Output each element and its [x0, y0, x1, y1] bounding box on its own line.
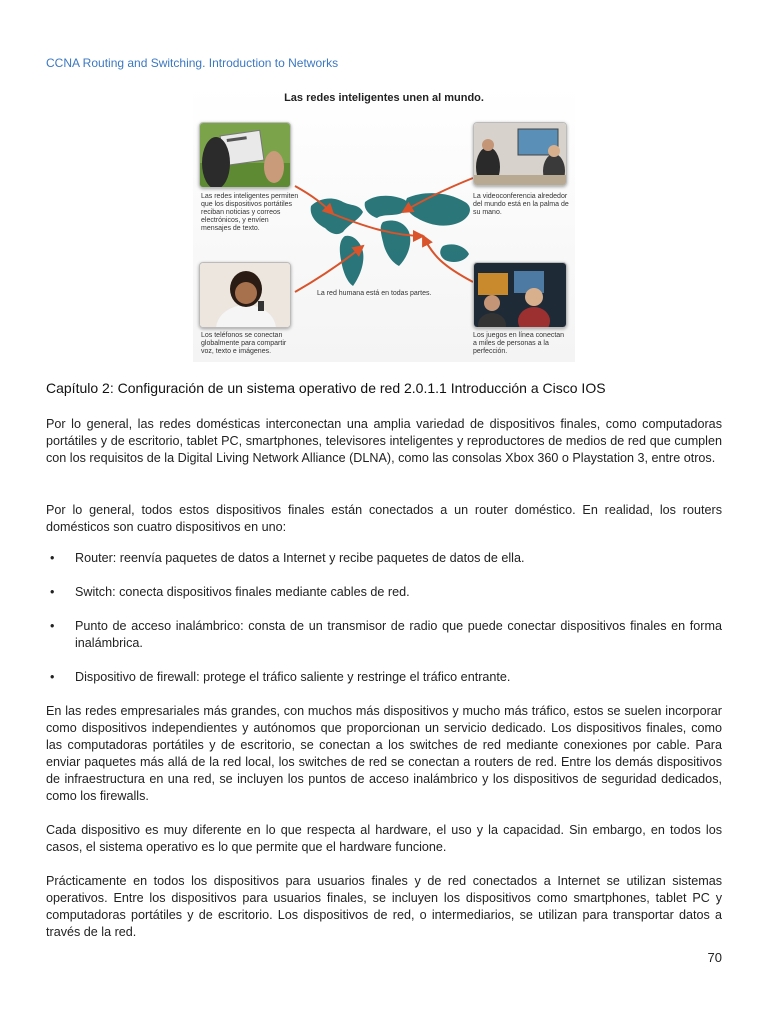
caption-top-right: La videoconferencia alrededor del mundo está en la palma de su mano. — [473, 193, 569, 216]
world-network-figure — [193, 86, 575, 362]
tablet-news-photo — [199, 122, 291, 188]
list-item-text: Dispositivo de firewall: protege el tráfico saliente y restringe el tráfico entrante. — [75, 670, 511, 684]
caption-bottom-right: Los juegos en línea conectan a miles de personas a la perfección. — [473, 332, 565, 355]
bullet-symbol: • — [50, 619, 55, 633]
list-item-text: Router: reenvía paquetes de datos a Internet y recibe paquetes de datos de ella. — [75, 551, 525, 565]
bullet-symbol: • — [50, 670, 55, 684]
paragraph-1: Por lo general, las redes domésticas interconectan una amplia variedad de dispositivos finales, como computadoras portátiles y de escritorio, tablet PC, smartphones, televisores inteligentes y reproductores de medios de red que cumplen con los requisitos de la Digital Living Network Alliance (DLNA), como las consolas Xbox 360 o Playstation 3, entre otros. — [46, 417, 722, 465]
caption-top-left: Las redes inteligentes permiten que los dispositivos portátiles reciban noticias y correos electrónicos, y envíen mensajes de texto. — [201, 193, 299, 232]
list-item-text: Punto de acceso inalámbrico: consta de un transmisor de radio que puede conectar dispositivos finales en forma inalámbrica. — [75, 619, 722, 650]
chapter-title: Capítulo 2: Configuración de un sistema operativo de red 2.0.1.1 Introducción a Cisco IOS — [46, 380, 606, 396]
paragraph-3: En las redes empresariales más grandes, con muchos más dispositivos y mucho más tráfico, estos se suelen incorporar como dispositivos independientes y autónomos que proporcionan un servicio dedicado. Los dispositivos finales, como las computadoras portátiles y de escritorio, se conectan a los switches de red mediante conexiones por cable. Para enviar paquetes más allá de la red local, los switches de red se conectan a routers de red. Entre los demás dispositivos de infraestructura en una red, se incluyen los puntos de acceso inalámbrico y los dispositivos de seguridad dedicados, como los firewalls. — [46, 704, 722, 803]
document-header: CCNA Routing and Switching. Introduction to Networks — [46, 56, 339, 70]
page-number: 70 — [707, 950, 722, 965]
caption-bottom-left: Los teléfonos se conectan globalmente para compartir voz, texto e imágenes. — [201, 332, 287, 355]
bullet-symbol: • — [50, 551, 55, 565]
figure-title: Las redes inteligentes unen al mundo. — [284, 92, 484, 104]
list-item — [46, 550, 722, 567]
list-item — [46, 618, 722, 652]
bullet-symbol: • — [50, 585, 55, 599]
online-gaming-photo — [473, 262, 567, 328]
list-item-text: Switch: conecta dispositivos finales mediante cables de red. — [75, 585, 410, 599]
caption-center: La red humana está en todas partes. — [317, 290, 432, 297]
paragraph-2: Por lo general, todos estos dispositivos finales están conectados a un router doméstico. En realidad, los routers domésticos son cuatro dispositivos en uno: — [46, 503, 722, 534]
paragraph-4: Cada dispositivo es muy diferente en lo que respecta al hardware, el uso y la capacidad. Sin embargo, en todos los casos, el sistema operativo es lo que permite que el hardware funcione. — [46, 823, 722, 854]
list-item — [46, 669, 722, 686]
list-item — [46, 584, 722, 601]
videoconference-photo — [473, 122, 567, 186]
paragraph-5: Prácticamente en todos los dispositivos para usuarios finales y de red conectados a Internet se utilizan sistemas operativos. Entre los dispositivos para usuarios finales, se incluyen los dispositivos como smartphones, tablet PC y computadoras portátiles y de escritorio. Los dispositivos de red, o intermediarios, se utilizan para transportar datos a través de la red. — [46, 874, 722, 939]
phone-call-photo — [199, 262, 291, 328]
